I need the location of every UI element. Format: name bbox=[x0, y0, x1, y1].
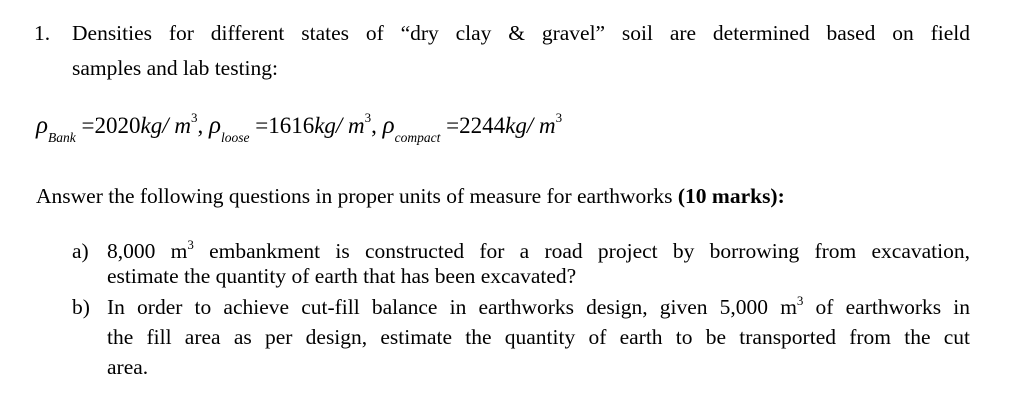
part-b-line-3: area. bbox=[107, 355, 149, 379]
part-b-body bbox=[107, 292, 970, 383]
part-a-line-1-pre: 8,000 m bbox=[107, 239, 188, 263]
equals-sign: = bbox=[255, 113, 269, 138]
cubic-exponent: 3 bbox=[187, 237, 194, 252]
unit-kg: kg bbox=[314, 113, 336, 138]
equals-sign: = bbox=[81, 113, 95, 138]
rho-loose-subscript: loose bbox=[220, 130, 250, 145]
part-b-label: b) bbox=[72, 295, 90, 319]
unit-exponent: 3 bbox=[190, 110, 198, 125]
separator: , bbox=[371, 113, 377, 138]
unit-per-m: / m bbox=[335, 113, 365, 138]
equals-sign: = bbox=[446, 113, 460, 138]
unit-exponent: 3 bbox=[555, 110, 563, 125]
part-a-line-1-post: embankment is constructed for a road project by borrowing from excavation, bbox=[193, 239, 970, 263]
unit-per-m: / m bbox=[162, 113, 191, 138]
instructions-line bbox=[36, 180, 785, 212]
marks-label: (10 marks) bbox=[677, 184, 778, 208]
question-text-line-1: Densities for different states of “dry clay & gravel” soil are determined based on field bbox=[72, 21, 970, 45]
separator: , bbox=[197, 113, 204, 138]
density-formula bbox=[36, 112, 562, 158]
instructions-text: Answer the following questions in proper units of measure for earthworks bbox=[36, 184, 673, 208]
compact-value: 2244 bbox=[459, 113, 506, 138]
part-a-line-2: estimate the quantity of earth that has been excavated? bbox=[107, 264, 577, 288]
loose-value: 1616 bbox=[268, 113, 315, 138]
rho-bank-symbol: ρ bbox=[36, 112, 48, 139]
rho-loose-symbol: ρ bbox=[208, 112, 221, 139]
instructions-colon: : bbox=[777, 184, 785, 208]
unit-per-m: / m bbox=[526, 113, 556, 138]
part-b-line-1 bbox=[107, 292, 970, 323]
unit-exponent: 3 bbox=[364, 110, 372, 125]
question-number: 1. bbox=[34, 21, 51, 45]
part-a-body bbox=[107, 236, 970, 292]
bank-value: 2020 bbox=[94, 113, 141, 138]
question-text-line-2: samples and lab testing: bbox=[72, 56, 279, 80]
part-b-line-2: the fill area as per design, estimate the quantity of earth to be transported from the cut bbox=[107, 325, 970, 349]
part-a-label: a) bbox=[72, 239, 89, 263]
unit-kg: kg bbox=[505, 113, 527, 138]
cubic-exponent: 3 bbox=[796, 293, 804, 308]
rho-bank-subscript: Bank bbox=[48, 130, 76, 145]
rho-compact-symbol: ρ bbox=[382, 112, 395, 139]
part-b-line-1-post: of earthworks in bbox=[803, 295, 970, 319]
unit-kg: kg bbox=[140, 113, 163, 138]
part-b-line-1-pre: In order to achieve cut-fill balance in earthworks design, given 5,000 m bbox=[107, 295, 797, 319]
rho-compact-subscript: compact bbox=[394, 130, 441, 145]
